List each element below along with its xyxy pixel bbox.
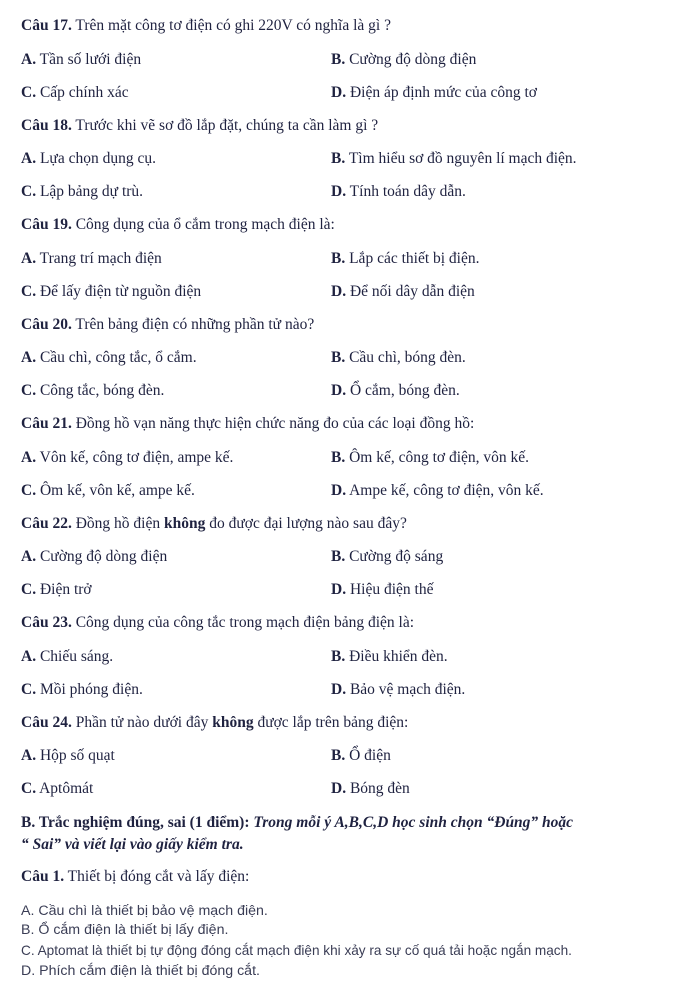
option-text: Tìm hiểu sơ đồ nguyên lí mạch điện. [345,150,577,167]
question-text-post: đo được đại lượng nào sau đây? [205,515,407,532]
option-text: Để lấy điện từ nguồn điện [36,283,202,300]
option-a [21,448,233,468]
option-b [331,448,529,468]
option-label: A. [21,349,37,366]
question-text: Công dụng của công tắc trong mạch điện bảng điện là: [71,614,415,631]
option-text: Tính toán dây dẫn. [346,183,466,200]
question-text-pre: Phần tử nào dưới đây [71,714,213,731]
option-d [331,481,544,501]
section-b-instruction: Trong mỗi ý A,B,C,D học sinh chọn “Đúng” hoặc [253,814,574,831]
option-text: Mồi phóng điện. [36,681,143,698]
item-text: Cầu chì là thiết bị bảo vệ mạch điện. [34,903,268,919]
option-b [331,746,391,766]
option-c [21,580,92,600]
option-c [21,680,143,700]
item-label: B. [21,922,35,938]
option-d [331,182,466,202]
option-label: B. [331,51,346,68]
question-number: Câu 21. [21,415,72,432]
option-label: D. [331,681,347,698]
question-text-emphasis: không [212,714,254,731]
question-number: Câu 1. [21,868,65,885]
option-text: Điện trở [36,581,92,598]
item-label: C. [21,943,35,958]
option-d [331,381,460,401]
item-text: Phích cắm điện là thiết bị đóng cắt. [35,963,260,979]
option-label: A. [21,548,37,565]
option-label: D. [331,780,347,797]
option-text: Cường độ sáng [345,548,444,565]
section-b-title: B. Trắc nghiệm đúng, sai (1 điểm): [21,814,254,831]
option-d [331,680,465,700]
tf-item-d [21,961,260,981]
question-text: Thiết bị đóng cắt và lấy điện: [64,868,250,885]
option-text: Ampe kế, công tơ điện, vôn kế. [346,482,544,499]
question-21 [21,414,474,434]
option-a [21,746,115,766]
option-label: B. [331,449,346,466]
question-number: Câu 18. [21,117,72,134]
option-text: Aptômát [36,780,94,797]
option-a [21,647,113,667]
option-label: A. [21,648,37,665]
option-label: C. [21,482,37,499]
option-label: A. [21,51,37,68]
option-text: Ôm kế, công tơ điện, vôn kế. [345,449,530,466]
question-number: Câu 17. [21,17,72,34]
option-c [21,481,195,501]
option-text: Chiếu sáng. [36,648,114,665]
section-b-heading-cont [21,834,244,856]
option-d [331,580,433,600]
option-text: Ổ cắm, bóng đèn. [346,382,460,399]
option-label: C. [21,382,37,399]
option-d [331,83,537,103]
option-text: Ôm kế, vôn kế, ampe kế. [36,482,195,499]
item-text: Ổ cắm điện là thiết bị lấy điện. [34,922,229,938]
question-text: Công dụng của ổ cắm trong mạch điện là: [71,216,335,233]
question-24 [21,713,408,733]
question-number: Câu 20. [21,316,72,333]
option-label: A. [21,747,37,764]
question-18 [21,116,378,136]
option-label: D. [331,482,347,499]
question-text-emphasis: không [163,515,206,532]
option-text: Vôn kế, công tơ điện, ampe kế. [36,449,234,466]
option-a [21,547,167,567]
tf-item-a [21,901,268,921]
option-b [331,50,476,70]
question-22 [21,514,407,534]
question-number: Câu 24. [21,714,72,731]
question-19 [21,215,335,235]
option-b [331,647,448,667]
option-text: Lập bảng dự trù. [36,183,144,200]
option-b [331,547,443,567]
option-label: D. [331,382,347,399]
question-text: Trước khi vẽ sơ đồ lắp đặt, chúng ta cần làm gì ? [71,117,379,134]
section-b-heading [21,812,573,834]
option-text: Cấp chính xác [36,84,129,101]
option-text: Lựa chọn dụng cụ. [36,150,156,167]
option-text: Bóng đèn [346,780,410,797]
option-label: C. [21,183,37,200]
option-text: Cường độ dòng điện [345,51,477,68]
section-b-instruction-cont: “ Sai” và viết lại vào giấy kiểm tra. [21,836,244,853]
question-text: Trên bảng điện có những phần tử nào? [71,316,315,333]
option-text: Cường độ dòng điện [36,548,168,565]
option-a [21,249,162,269]
option-text: Hiệu điện thế [346,581,434,598]
option-label: C. [21,780,37,797]
question-text-pre: Đồng hồ điện [71,515,164,532]
option-a [21,50,141,70]
option-label: D. [331,84,347,101]
option-text: Điện áp định mức của công tơ [346,84,537,101]
option-text: Ổ điện [345,747,391,764]
item-label: A. [21,903,35,919]
tf-item-c [21,941,572,961]
option-label: B. [331,548,346,565]
option-c [21,83,129,103]
option-text: Trang trí mạch điện [36,250,162,267]
option-label: D. [331,581,347,598]
question-text: Đồng hồ vạn năng thực hiện chức năng đo của các loại đồng hồ: [71,415,475,432]
question-text-post: được lắp trên bảng điện: [253,714,409,731]
question-17 [21,16,391,36]
question-number: Câu 22. [21,515,72,532]
question-text: Trên mặt công tơ điện có ghi 220V có nghĩa là gì ? [71,17,391,34]
option-c [21,182,143,202]
option-a [21,149,156,169]
option-label: C. [21,681,37,698]
option-text: Để nối dây dẫn điện [346,283,475,300]
option-label: A. [21,449,37,466]
question-number: Câu 23. [21,614,72,631]
tf-question-1 [21,867,249,887]
tf-item-b [21,920,228,940]
option-text: Điều khiển đèn. [345,648,448,665]
option-label: B. [331,150,346,167]
item-text: Aptomat là thiết bị tự động đóng cắt mạch điện khi xảy ra sự cố quá tải hoặc ngắn mạch. [34,943,572,958]
option-d [331,282,475,302]
option-label: B. [331,250,346,267]
option-text: Bảo vệ mạch điện. [346,681,466,698]
option-text: Hộp số quạt [36,747,115,764]
option-d [331,779,410,799]
item-label: D. [21,963,36,979]
question-20 [21,315,314,335]
option-a [21,348,197,368]
option-label: C. [21,581,37,598]
option-c [21,779,93,799]
option-b [331,348,466,368]
option-text: Lắp các thiết bị điện. [345,250,480,267]
option-label: B. [331,349,346,366]
option-c [21,381,164,401]
option-label: D. [331,283,347,300]
option-text: Tần số lưới điện [36,51,142,68]
option-label: B. [331,747,346,764]
option-label: C. [21,84,37,101]
option-b [331,149,577,169]
option-label: A. [21,250,37,267]
option-text: Cầu chì, bóng đèn. [345,349,466,366]
option-label: B. [331,648,346,665]
option-label: C. [21,283,37,300]
question-number: Câu 19. [21,216,72,233]
option-text: Cầu chì, công tắc, ổ cắm. [36,349,197,366]
question-23 [21,613,414,633]
option-c [21,282,201,302]
option-label: D. [331,183,347,200]
option-label: A. [21,150,37,167]
option-b [331,249,480,269]
option-text: Công tắc, bóng đèn. [36,382,165,399]
